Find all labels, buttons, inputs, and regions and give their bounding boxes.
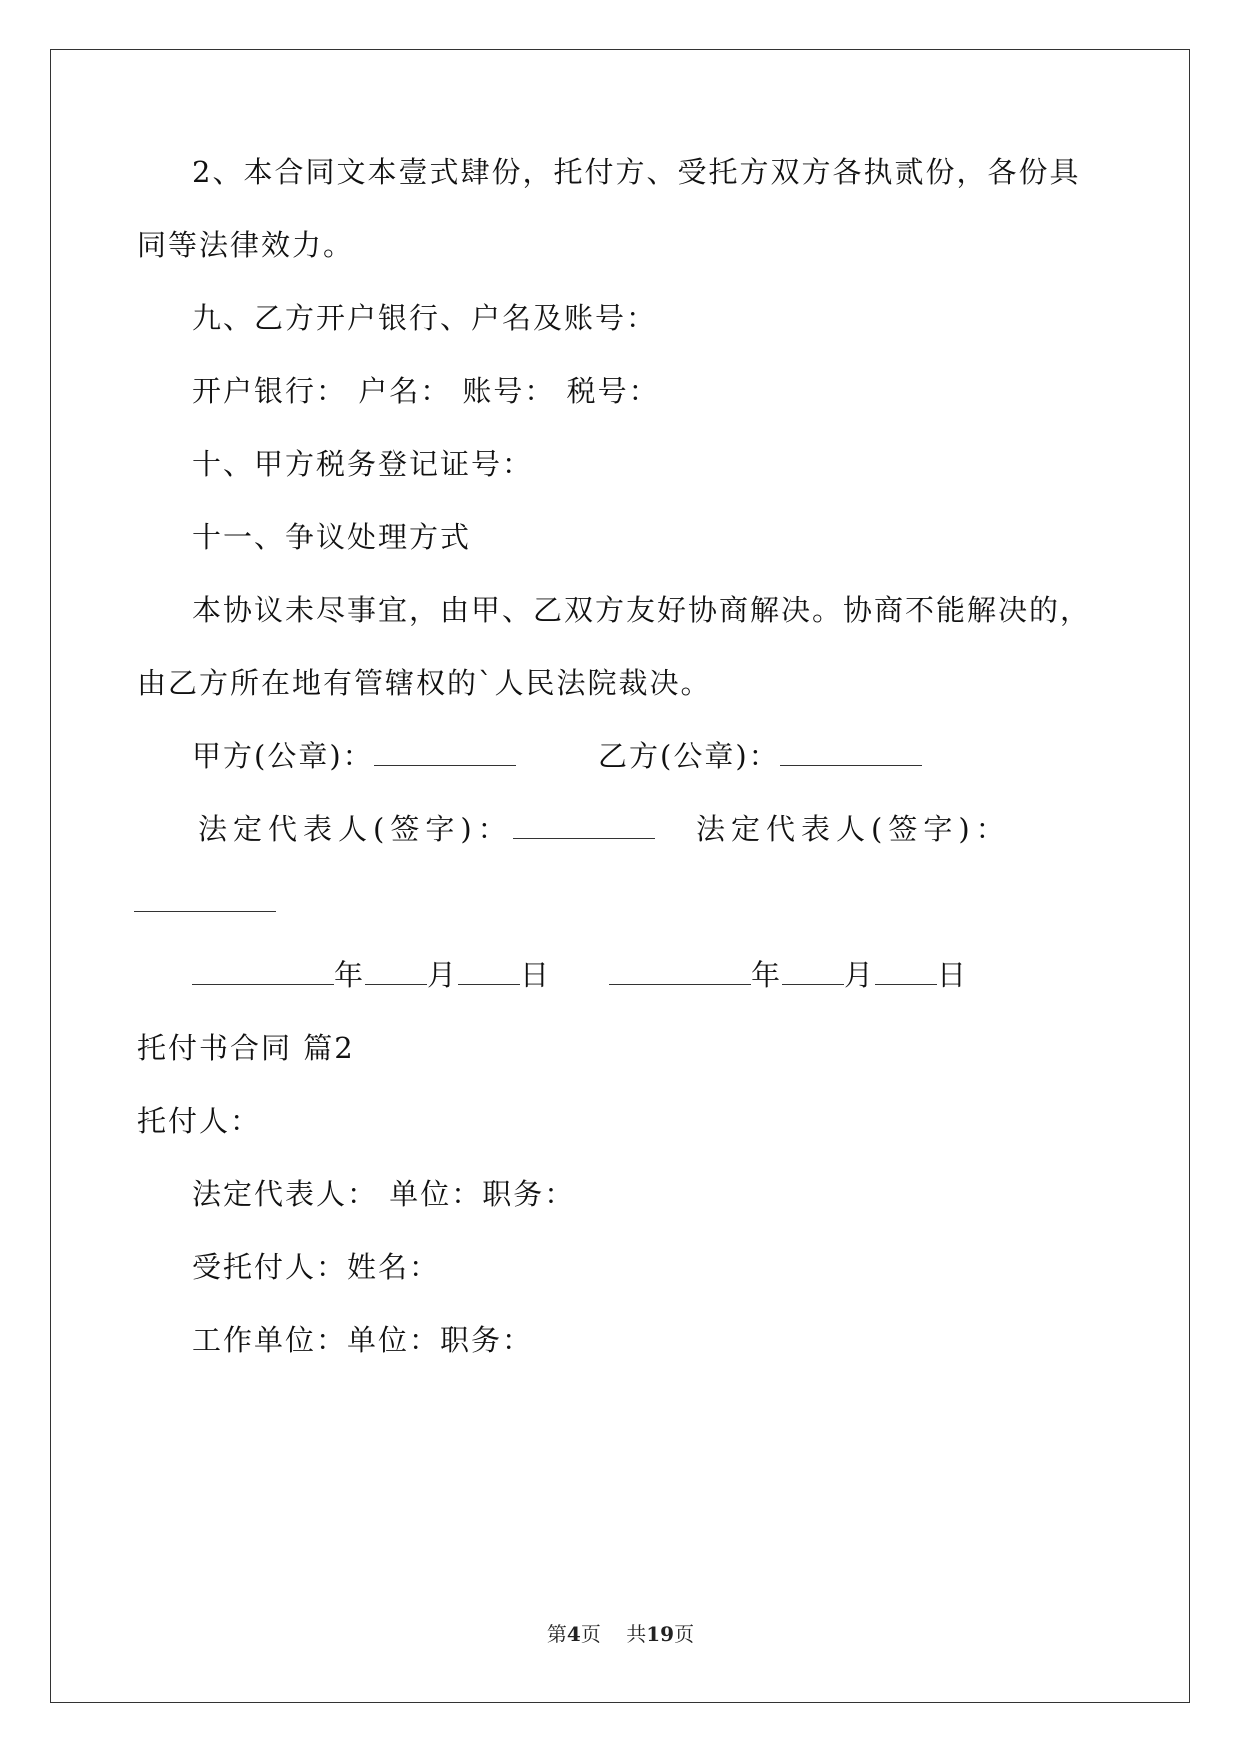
party-b-rep-line — [696, 809, 1011, 849]
current-page-number: 4 — [566, 1622, 581, 1646]
month-label: 月 — [427, 958, 459, 992]
party-a-seal-label: 甲方(公章)： — [192, 739, 374, 773]
party-b-rep-blank-line — [134, 882, 276, 922]
party-a-rep-blank — [513, 812, 655, 839]
footer-mid: 页 共 — [580, 1622, 647, 1646]
party-b-seal-line — [598, 736, 922, 776]
party-a-month-blank — [365, 958, 427, 985]
page-number-footer — [0, 1622, 1241, 1646]
party-b-day-blank — [875, 958, 937, 985]
footer-prefix: 第 — [546, 1622, 567, 1646]
party-a-rep-line — [198, 809, 655, 849]
clause-copies-continued: 同等法律效力。 — [137, 228, 355, 262]
dispute-clause-continued: 由乙方所在地有管辖权的`人民法院裁决。 — [137, 666, 712, 700]
party-a-date-line — [192, 955, 551, 995]
entrustor-rep-fields: 法定代表人： 单位：职务： — [192, 1177, 576, 1211]
entrustee-work-fields: 工作单位：单位：职务： — [192, 1323, 534, 1357]
bank-info-fields: 开户银行： 户名： 账号： 税号： — [192, 374, 660, 408]
party-b-year-blank — [609, 958, 751, 985]
dispute-clause: 本协议未尽事宜，由甲、乙双方友好协商解决。协商不能解决的， — [192, 593, 1092, 627]
party-b-month-blank — [782, 958, 844, 985]
day-label: 日 — [937, 958, 969, 992]
section-nine-heading: 九、乙方开户银行、户名及账号： — [192, 301, 658, 335]
party-a-seal-blank — [374, 739, 516, 766]
party-a-year-blank — [192, 958, 334, 985]
section-ten-heading: 十、甲方税务登记证号： — [192, 447, 534, 481]
clause-copies: 2、本合同文本壹式肆份，托付方、受托方双方各执贰份，各份具 — [192, 155, 1081, 189]
party-b-date-line — [609, 955, 968, 995]
month-label: 月 — [844, 958, 876, 992]
entrustor-label: 托付人： — [137, 1104, 262, 1138]
year-label: 年 — [751, 958, 783, 992]
entrustee-name-field: 受托付人：姓名： — [192, 1250, 441, 1284]
year-label: 年 — [334, 958, 366, 992]
party-a-day-blank — [458, 958, 520, 985]
total-page-number: 19 — [646, 1622, 675, 1646]
party-b-seal-blank — [780, 739, 922, 766]
party-a-seal-line — [192, 736, 516, 776]
party-b-rep-blank — [134, 885, 276, 912]
party-b-seal-label: 乙方(公章)： — [598, 739, 780, 773]
section-title: 托付书合同 篇2 — [137, 1031, 355, 1065]
section-eleven-heading: 十一、争议处理方式 — [192, 520, 472, 554]
day-label: 日 — [520, 958, 552, 992]
footer-suffix: 页 — [674, 1622, 695, 1646]
party-b-rep-label: 法定代表人(签字)： — [696, 812, 1011, 846]
party-a-rep-label: 法定代表人(签字)： — [198, 812, 513, 846]
